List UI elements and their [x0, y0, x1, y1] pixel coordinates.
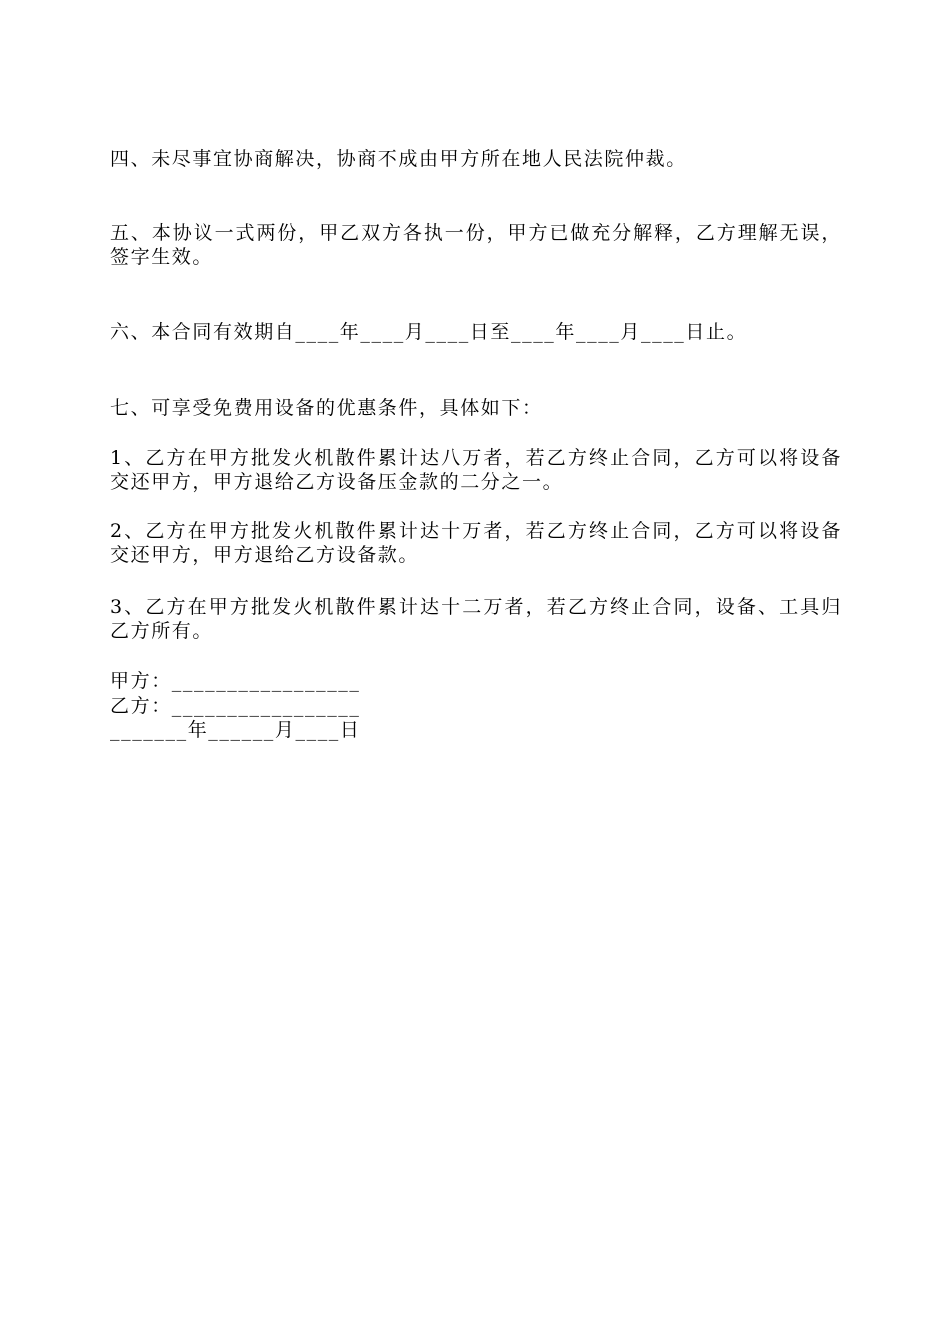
clause-seven: 七、可享受免费用设备的优惠条件，具体如下： — [110, 397, 543, 419]
party-b-signature-line: 乙方：_________________ — [110, 695, 361, 717]
clause-six: 六、本合同有效期自____年____月____日至____年____月____日止。 — [110, 321, 748, 343]
clause-four: 四、未尽事宜协商解决，协商不成由甲方所在地人民法院仲裁。 — [110, 148, 687, 170]
signature-date-line: _______年______月____日 — [110, 719, 361, 741]
clause-five: 五、本协议一式两份，甲乙双方各执一份，甲方已做充分解释，乙方理解无误，签字生效。 — [110, 222, 842, 268]
condition-item-2: 2、乙方在甲方批发火机散件累计达十万者，若乙方终止合同，乙方可以将设备交还甲方，甲方退给乙方设备款。 — [110, 520, 842, 566]
party-a-signature-line: 甲方：_________________ — [110, 670, 361, 692]
condition-item-1: 1、乙方在甲方批发火机散件累计达八万者，若乙方终止合同，乙方可以将设备交还甲方，甲方退给乙方设备压金款的二分之一。 — [110, 447, 842, 493]
condition-item-3: 3、乙方在甲方批发火机散件累计达十二万者，若乙方终止合同，设备、工具归乙方所有。 — [110, 596, 842, 642]
